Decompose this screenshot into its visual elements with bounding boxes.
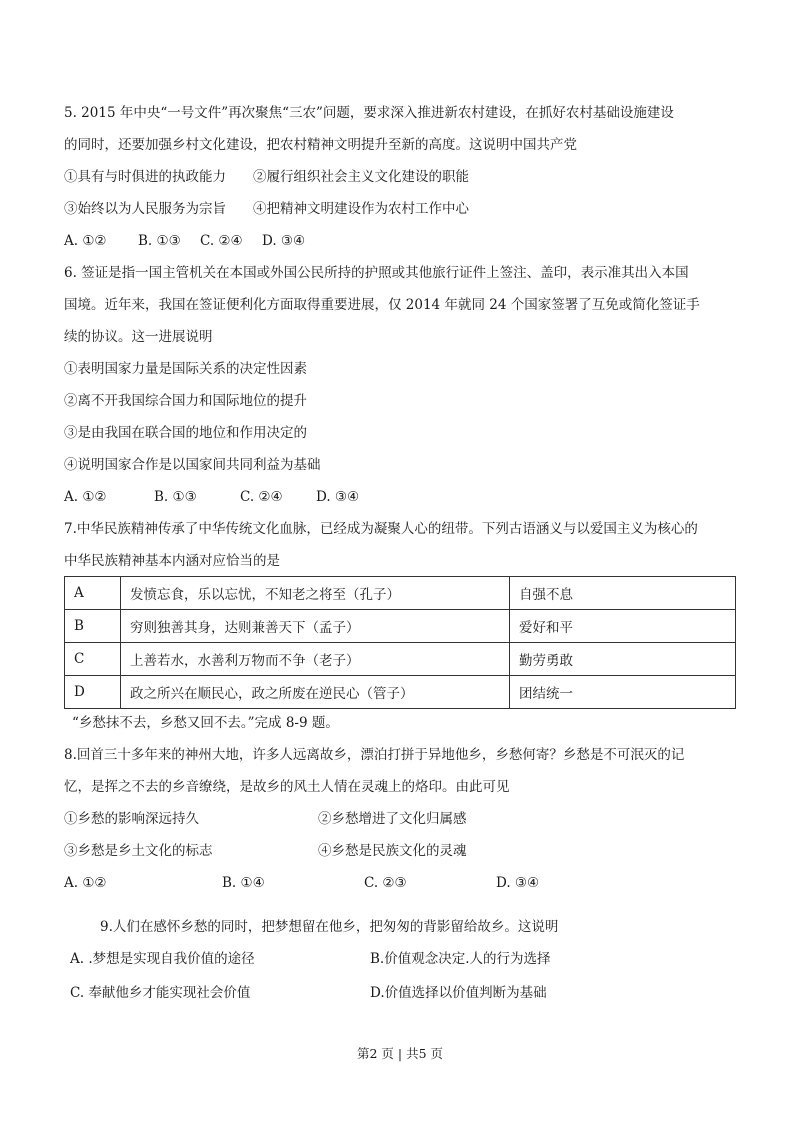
q5-stem-line-1: 5. 2015 年中央“一号文件”再次聚焦“三农”问题，要求深入推进新农村建设，在抓好农村基础设施建设 — [64, 105, 674, 121]
q6-item-3: ③是由我国在联合国的地位和作用决定的 — [64, 425, 307, 441]
q7-stem-line-1: 7.中华民族精神传承了中华传统文化血脉，已经成为凝聚人心的纽带。下列古语涵义与以爱国主义为核心的 — [64, 521, 698, 537]
table-row — [65, 610, 736, 643]
q9-stem: 9.人们在感怀乡愁的同时，把梦想留在他乡，把匆匆的背影留给故乡。这说明 — [100, 919, 559, 935]
q8-stem-line-2: 忆，是挥之不去的乡音缭绕，是故乡的风土人情在灵魂上的烙印。由此可见 — [64, 779, 510, 795]
q6-option-d[interactable]: D. ③④ — [316, 489, 360, 505]
q8-option-b[interactable]: B. ①④ — [222, 875, 265, 891]
q6-option-b[interactable]: B. ①③ — [154, 489, 197, 505]
q7-row-c-spirit: 勤劳勇敢 — [510, 643, 736, 676]
q8-option-c[interactable]: C. ②③ — [364, 875, 407, 891]
q6-item-1: ①表明国家力量是国际关系的决定性因素 — [64, 361, 307, 377]
q7-row-b-spirit: 爱好和平 — [510, 610, 736, 643]
q6-stem-line-1: 6. 签证是指一国主管机关在本国或外国公民所持的护照或其他旅行证件上签注、盖印，表示准其出入本国 — [64, 265, 689, 281]
q7-table — [64, 576, 736, 709]
q9-option-a[interactable]: A. .梦想是实现自我价值的途径 — [70, 951, 255, 967]
q7-row-c-letter[interactable]: C — [65, 643, 121, 676]
q5-option-c[interactable]: C. ②④ — [200, 233, 243, 249]
q7-row-d-spirit: 团结统一 — [510, 676, 736, 709]
table-row — [65, 577, 736, 610]
q9-option-b[interactable]: B.价值观念决定.人的行为选择 — [370, 951, 551, 967]
q8-stem-line-1: 8.回首三十多年来的神州大地，许多人远离故乡，漂泊打拼于异地他乡，乡愁何寄？乡愁是不可泯灭的记 — [64, 747, 685, 763]
q7-stem-line-2: 中华民族精神基本内涵对应恰当的是 — [64, 553, 280, 569]
q6-stem-line-2: 国境。近年来，我国在签证便利化方面取得重要进展，仅 2014 年就同 24 个国家签署了互免或简化签证手 — [64, 297, 700, 313]
page-footer: 第2 页 | 共5 页 — [356, 1046, 443, 1061]
q8-item-3: ③乡愁是乡土文化的标志 — [64, 843, 213, 859]
q8-item-2: ②乡愁增进了文化归属感 — [318, 811, 467, 827]
q5-items-row-2: ③始终以为人民服务为宗旨 ④把精神文明建设作为农村工作中心 — [64, 201, 469, 217]
q8-item-1: ①乡愁的影响深远持久 — [64, 811, 199, 827]
q7-row-a-letter[interactable]: A — [65, 577, 121, 610]
q7-row-d-letter[interactable]: D — [65, 676, 121, 709]
q5-option-b[interactable]: B. ①③ — [138, 233, 181, 249]
q7-row-c-quote: 上善若水，水善利万物而不争（老子） — [121, 643, 510, 676]
q9-option-c[interactable]: C. 奉献他乡才能实现社会价值 — [70, 985, 251, 1001]
q8-option-d[interactable]: D. ③④ — [496, 875, 540, 891]
q5-option-a[interactable]: A. ①② — [64, 233, 107, 249]
table-row — [65, 643, 736, 676]
table-row — [65, 676, 736, 709]
q5-items-row-1: ①具有与时俱进的执政能力 ②履行组织社会主义文化建设的职能 — [64, 169, 469, 185]
q9-option-d[interactable]: D.价值选择以价值判断为基础 — [370, 985, 547, 1001]
q8-item-4: ④乡愁是民族文化的灵魂 — [318, 843, 467, 859]
q7-row-d-quote: 政之所兴在顺民心，政之所废在逆民心（管子） — [121, 676, 510, 709]
q6-option-c[interactable]: C. ②④ — [240, 489, 283, 505]
q5-option-d[interactable]: D. ③④ — [262, 233, 306, 249]
q5-stem-line-2: 的同时，还要加强乡村文化建设，把农村精神文明提升至新的高度。这说明中国共产党 — [64, 137, 577, 153]
q8-9-intro: “乡愁抹不去，乡愁又回不去。”完成 8-9 题。 — [72, 715, 339, 731]
q7-row-b-letter[interactable]: B — [65, 610, 121, 643]
q7-row-a-quote: 发愤忘食，乐以忘忧，不知老之将至（孔子） — [121, 577, 510, 610]
q7-row-a-spirit: 自强不息 — [510, 577, 736, 610]
q6-option-a[interactable]: A. ①② — [64, 489, 107, 505]
q6-item-2: ②离不开我国综合国力和国际地位的提升 — [64, 393, 307, 409]
q8-option-a[interactable]: A. ①② — [64, 875, 107, 891]
q6-item-4: ④说明国家合作是以国家间共同利益为基础 — [64, 457, 321, 473]
q7-row-b-quote: 穷则独善其身，达则兼善天下（孟子） — [121, 610, 510, 643]
q6-stem-line-3: 续的协议。这一进展说明 — [64, 329, 213, 345]
